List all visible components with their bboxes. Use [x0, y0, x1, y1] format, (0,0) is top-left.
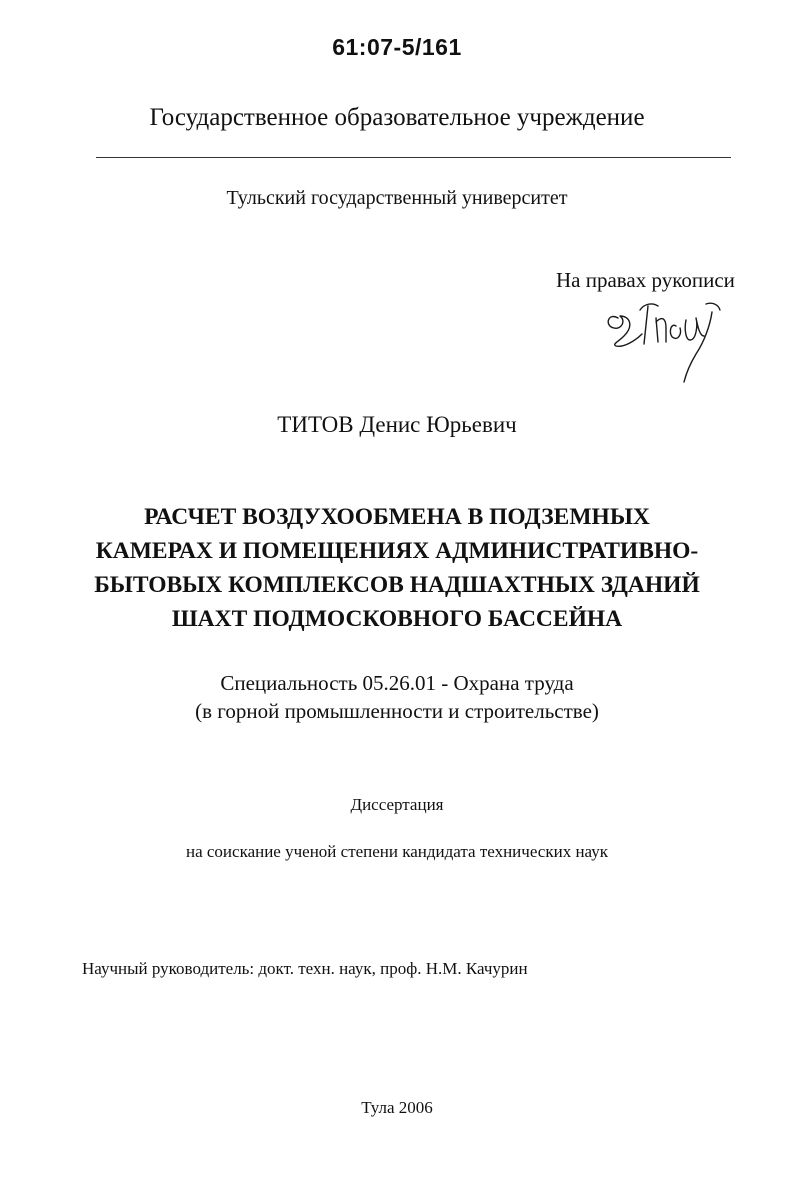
thesis-title [0, 500, 794, 636]
degree-statement: на соискание ученой степени кандидата технических наук [185, 842, 608, 861]
author-name: ТИТОВ Денис Юрьевич [277, 412, 517, 437]
institution-type: Государственное образовательное учреждение [149, 104, 645, 131]
header-divider [96, 157, 731, 158]
place-and-year: Тула 2006 [361, 1098, 433, 1117]
thesis-title-line: БЫТОВЫХ КОМПЛЕКСОВ НАДШАХТНЫХ ЗДАНИЙ [94, 572, 700, 598]
thesis-title-line: РАСЧЕТ ВОЗДУХООБМЕНА В ПОДЗЕМНЫХ [144, 504, 650, 530]
thesis-title-line: ШАХТ ПОДМОСКОВНОГО БАССЕЙНА [171, 606, 623, 632]
thesis-title-line: КАМЕРАХ И ПОМЕЩЕНИЯХ АДМИНИСТРАТИВНО- [95, 538, 699, 564]
document-type: Диссертация [350, 795, 444, 814]
specialty-code: Специальность 05.26.01 - Охрана труда [220, 671, 574, 695]
manuscript-rights-label: На правах рукописи [556, 268, 735, 292]
scientific-supervisor: Научный руководитель: докт. техн. наук, проф. Н.М. Качурин [82, 959, 528, 978]
university-name: Тульский государственный университет [226, 187, 568, 209]
catalog-number: 61:07-5/161 [332, 34, 462, 60]
signature-icon [600, 282, 730, 387]
specialty-field: (в горной промышленности и строительстве) [195, 699, 599, 723]
